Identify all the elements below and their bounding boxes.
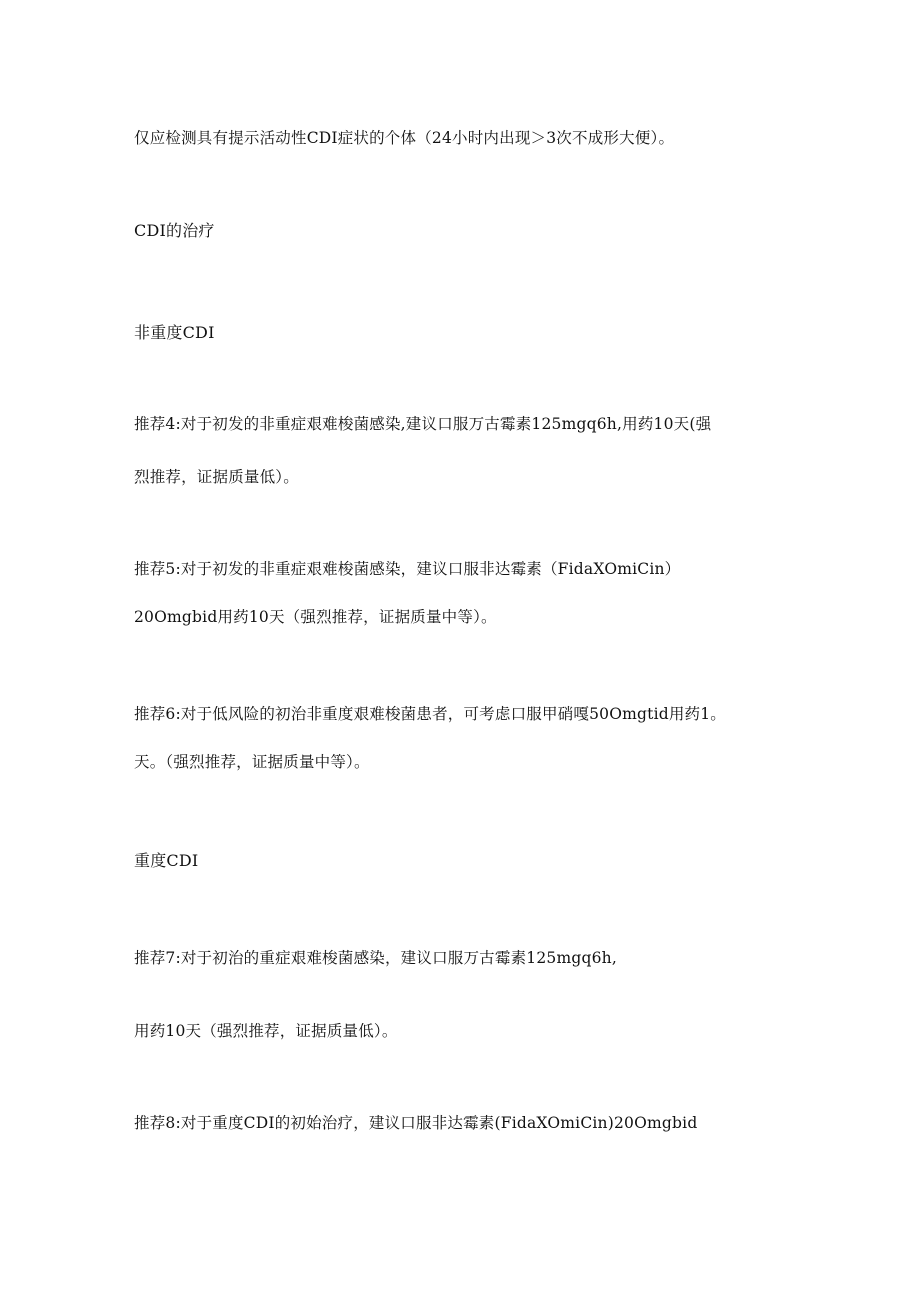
recommendation-5-line-1: 推荐5:对于初发的非重症艰难梭菌感染，建议口服非达霉素（FidaXOmiCin）	[134, 560, 681, 578]
section-title: CDI的治疗	[134, 221, 215, 240]
subsection-title-non-severe: 非重度CDI	[134, 323, 215, 342]
recommendation-6-line-2: 天。（强烈推荐，证据质量中等）。	[134, 753, 370, 771]
recommendation-7-line-2: 用药10天（强烈推荐，证据质量低）。	[134, 1022, 398, 1040]
recommendation-6-line-1: 推荐6:对于低风险的初治非重度艰难梭菌患者，可考虑口服甲硝嘎50Omgtid用药1。	[134, 705, 727, 723]
recommendation-5-line-2: 20Omgbid用药10天（强烈推荐，证据质量中等）。	[134, 608, 497, 626]
intro-paragraph: 仅应检测具有提示活动性CDI症状的个体（24小时内出现＞3次不成形大便）。	[134, 129, 675, 147]
recommendation-4-line-1: 推荐4:对于初发的非重症艰难梭菌感染,建议口服万古霉素125mgq6h,用药10天(强	[134, 415, 712, 433]
recommendation-8-line-1: 推荐8:对于重度CDI的初始治疗，建议口服非达霉素(FidaXOmiCin)20Omgbid	[134, 1114, 698, 1132]
subsection-title-severe: 重度CDI	[134, 851, 199, 870]
recommendation-4-line-2: 烈推荐，证据质量低）。	[134, 468, 299, 486]
recommendation-7-line-1: 推荐7:对于初治的重症艰难梭菌感染，建议口服万古霉素125mgq6h,	[134, 949, 617, 967]
